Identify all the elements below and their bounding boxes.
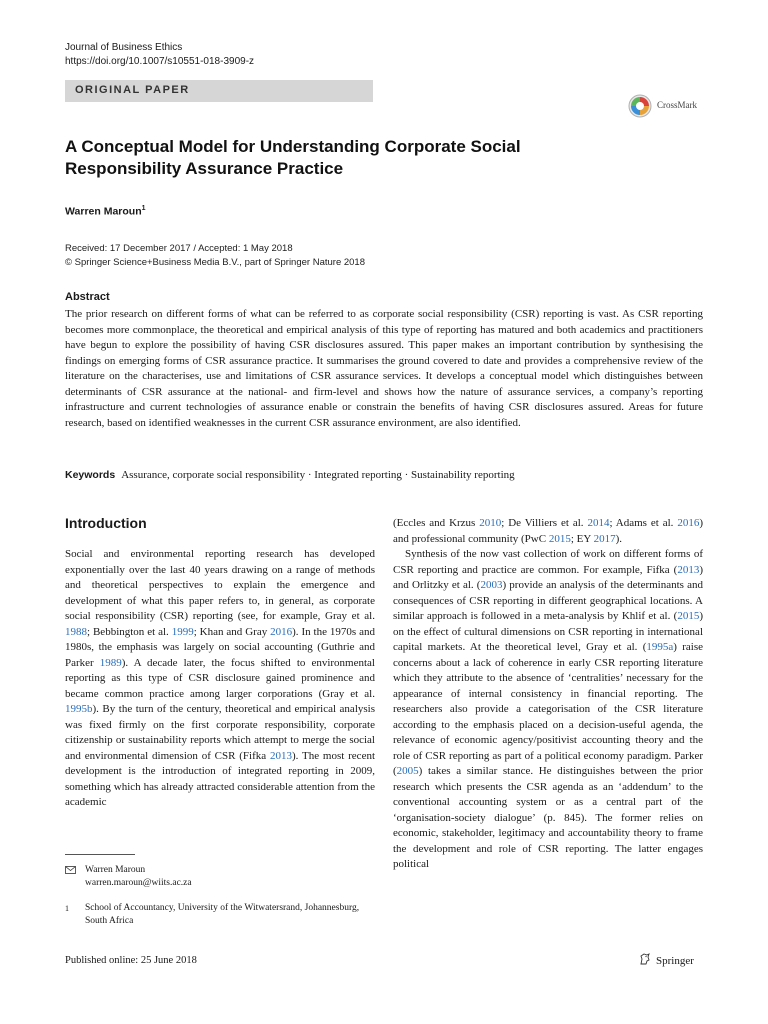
citation-link[interactable]: 2016: [677, 517, 700, 529]
contact-name: Warren Maroun: [85, 865, 146, 875]
author-line: [65, 205, 146, 218]
citation-link[interactable]: 1995a: [646, 641, 674, 653]
left-column: [65, 547, 375, 811]
journal-header: [65, 41, 254, 69]
citation-link[interactable]: 2005: [396, 765, 419, 777]
publisher-logo: [638, 952, 694, 967]
citation-link[interactable]: 2015: [677, 610, 700, 622]
intro-paragraph-1-cont: (Eccles and Krzus 2010; De Villiers et al. 2014; Adams et al. 2016) and professional community (PwC 2015; EY 2017).: [393, 517, 703, 545]
citation-link[interactable]: 2014: [587, 517, 610, 529]
author-name[interactable]: Warren Maroun: [65, 205, 142, 218]
right-column: [393, 516, 703, 873]
citation-link[interactable]: 2015: [548, 532, 571, 545]
keywords-line: [65, 469, 705, 481]
affiliation-mark: 1: [65, 904, 69, 913]
citation-link[interactable]: 2013: [677, 563, 700, 576]
springer-horse-icon: [638, 952, 652, 966]
citation-link[interactable]: 1989: [99, 656, 122, 669]
citation-link[interactable]: 2003: [480, 579, 503, 591]
publisher-name: Springer: [656, 955, 694, 967]
article-type-label: ORIGINAL PAPER: [75, 84, 190, 96]
footnotes: [65, 864, 375, 928]
journal-name: Journal of Business Ethics: [65, 42, 183, 53]
citation-link[interactable]: 1988: [65, 625, 87, 638]
citation-link[interactable]: 2010: [479, 517, 502, 529]
paper-title: A Conceptual Model for Understanding Corporate Social Responsibility Assurance Practice: [65, 137, 521, 178]
contact-block: [65, 864, 375, 890]
crossmark-label: CrossMark: [657, 100, 697, 110]
published-online: Published online: 25 June 2018: [65, 955, 197, 966]
citation-link[interactable]: 2013: [269, 749, 292, 762]
received-accepted: Received: 17 December 2017 / Accepted: 1 May 2018: [65, 243, 293, 254]
copyright-line: © Springer Science+Business Media B.V., part of Springer Nature 2018: [65, 257, 365, 268]
footnote-rule: [65, 854, 135, 855]
crossmark-badge[interactable]: [628, 94, 738, 122]
affiliation-text: School of Accountancy, University of the Witwatersrand, Johannesburg, South Africa: [85, 903, 360, 926]
affiliation-block: [65, 902, 375, 928]
envelope-icon: [65, 866, 76, 874]
publication-dates: [65, 242, 365, 270]
crossmark-icon: [628, 94, 652, 118]
citation-link[interactable]: 2016: [270, 625, 293, 638]
intro-paragraph-2: Synthesis of the now vast collection of work on different forms of CSR reporting and practice are common. For example, Fifka (2013) and Orlitzky et al. (2003) provide an analysis of the determinants and consequences of CSR reporting in different geographical locations. A similar approach is followed in a meta-analysis by Khlif et al. (2015) on the effect of cultural dimensions on CSR reporting in international capital markets. At the theoretical level, Gray et al. (1995a) raise concerns about a lack of coherence in early CSR reporting literature which they attribute to the absence of ‘centralities’ necessary for the appearance of internal consistency in financial reporting. The researchers also provide a categorisation of the CSR literature according to the emphasis placed on a decision-useful agenda, the relevance of economic agency/positivist accounting theory and the role of CSR reporting as part of a political economy paradigm. Parker (2005) takes a similar stance. He distinguishes between the prior research which presents the CSR agenda as an ‘addendum’ to the conventional accounting system or as a central part of the ‘organisation-society dialogue’ (p. 845). The former relies on economic, stakeholder, legitimacy and accountability theory to frame the development and role of CSR reporting. The latter engages political: [393, 548, 703, 870]
citation-link[interactable]: 1999: [171, 625, 194, 638]
introduction-heading: Introduction: [65, 515, 147, 531]
keywords-heading: Keywords: [65, 469, 116, 481]
doi-link[interactable]: https://doi.org/10.1007/s10551-018-3909-z: [65, 56, 255, 67]
intro-paragraph-1: Social and environmental reporting research has developed exponentially over the last 40 years drawing on a range of methods and theoretical perspectives to explain the emergence and development of what this paper refers to, in general, as corporate social responsibility (CSR) reporting (see, for example, Gray et al. 1988; Bebbington et al. 1999; Khan and Gray 2016). In the 1970s and 1980s, the emphasis was largely on social accounting (Guthrie and Parker 1989). A decade later, the focus shifted to environmental reporting as this type of CSR disclosure gained prominence and became common practice among larger corporations (Gray et al. 1995b). By the turn of the century, theoretical and empirical analysis was fixed firmly on the first corporate responsibility, corporate citizenship or sustainability reports which attempt to merge the social and environmental dimension of CSR (Fifka 2013). The most recent development is the introduction of integrated reporting in 2009, something which has already attracted considerable attention from the academic: [65, 548, 376, 808]
article-type-bar: [65, 80, 373, 102]
contact-email[interactable]: warren.maroun@wiits.ac.za: [85, 878, 192, 888]
keywords-text: Assurance, corporate social responsibility · Integrated reporting · Sustainability reporting: [121, 469, 515, 481]
citation-link[interactable]: 1995b: [65, 703, 93, 715]
citation-link[interactable]: 2017: [593, 532, 616, 545]
abstract-text: The prior research on different forms of what can be referred to as corporate social responsibility (CSR) reporting is vast. As CSR reporting becomes more commonplace, the theoretical and empirical analysis of this type of reporting has matured and both academics and practitioners have begun to explore the possibility of having CSR disclosures assured. This paper makes an important contribution by synthesising the findings on emerging forms of CSR assurance practice. It summarises the ground covered to date and provides a comprehensive review of the literature on the characterises, use and limitations of CSR assurance services. It develops a conceptual model which distinguishes between determinants of CSR assurance at the national- and firm-level and shows how the nature of assurance services, a company’s reporting infrastructure and current technologies of assurance enable or constrain the benefits of having CSR disclosures assured. Areas for future research, based on identified weaknesses in the current CSR assurance environment, are also identified.: [65, 308, 703, 429]
author-affiliation-mark: 1: [141, 205, 146, 212]
abstract-heading: Abstract: [65, 291, 110, 303]
